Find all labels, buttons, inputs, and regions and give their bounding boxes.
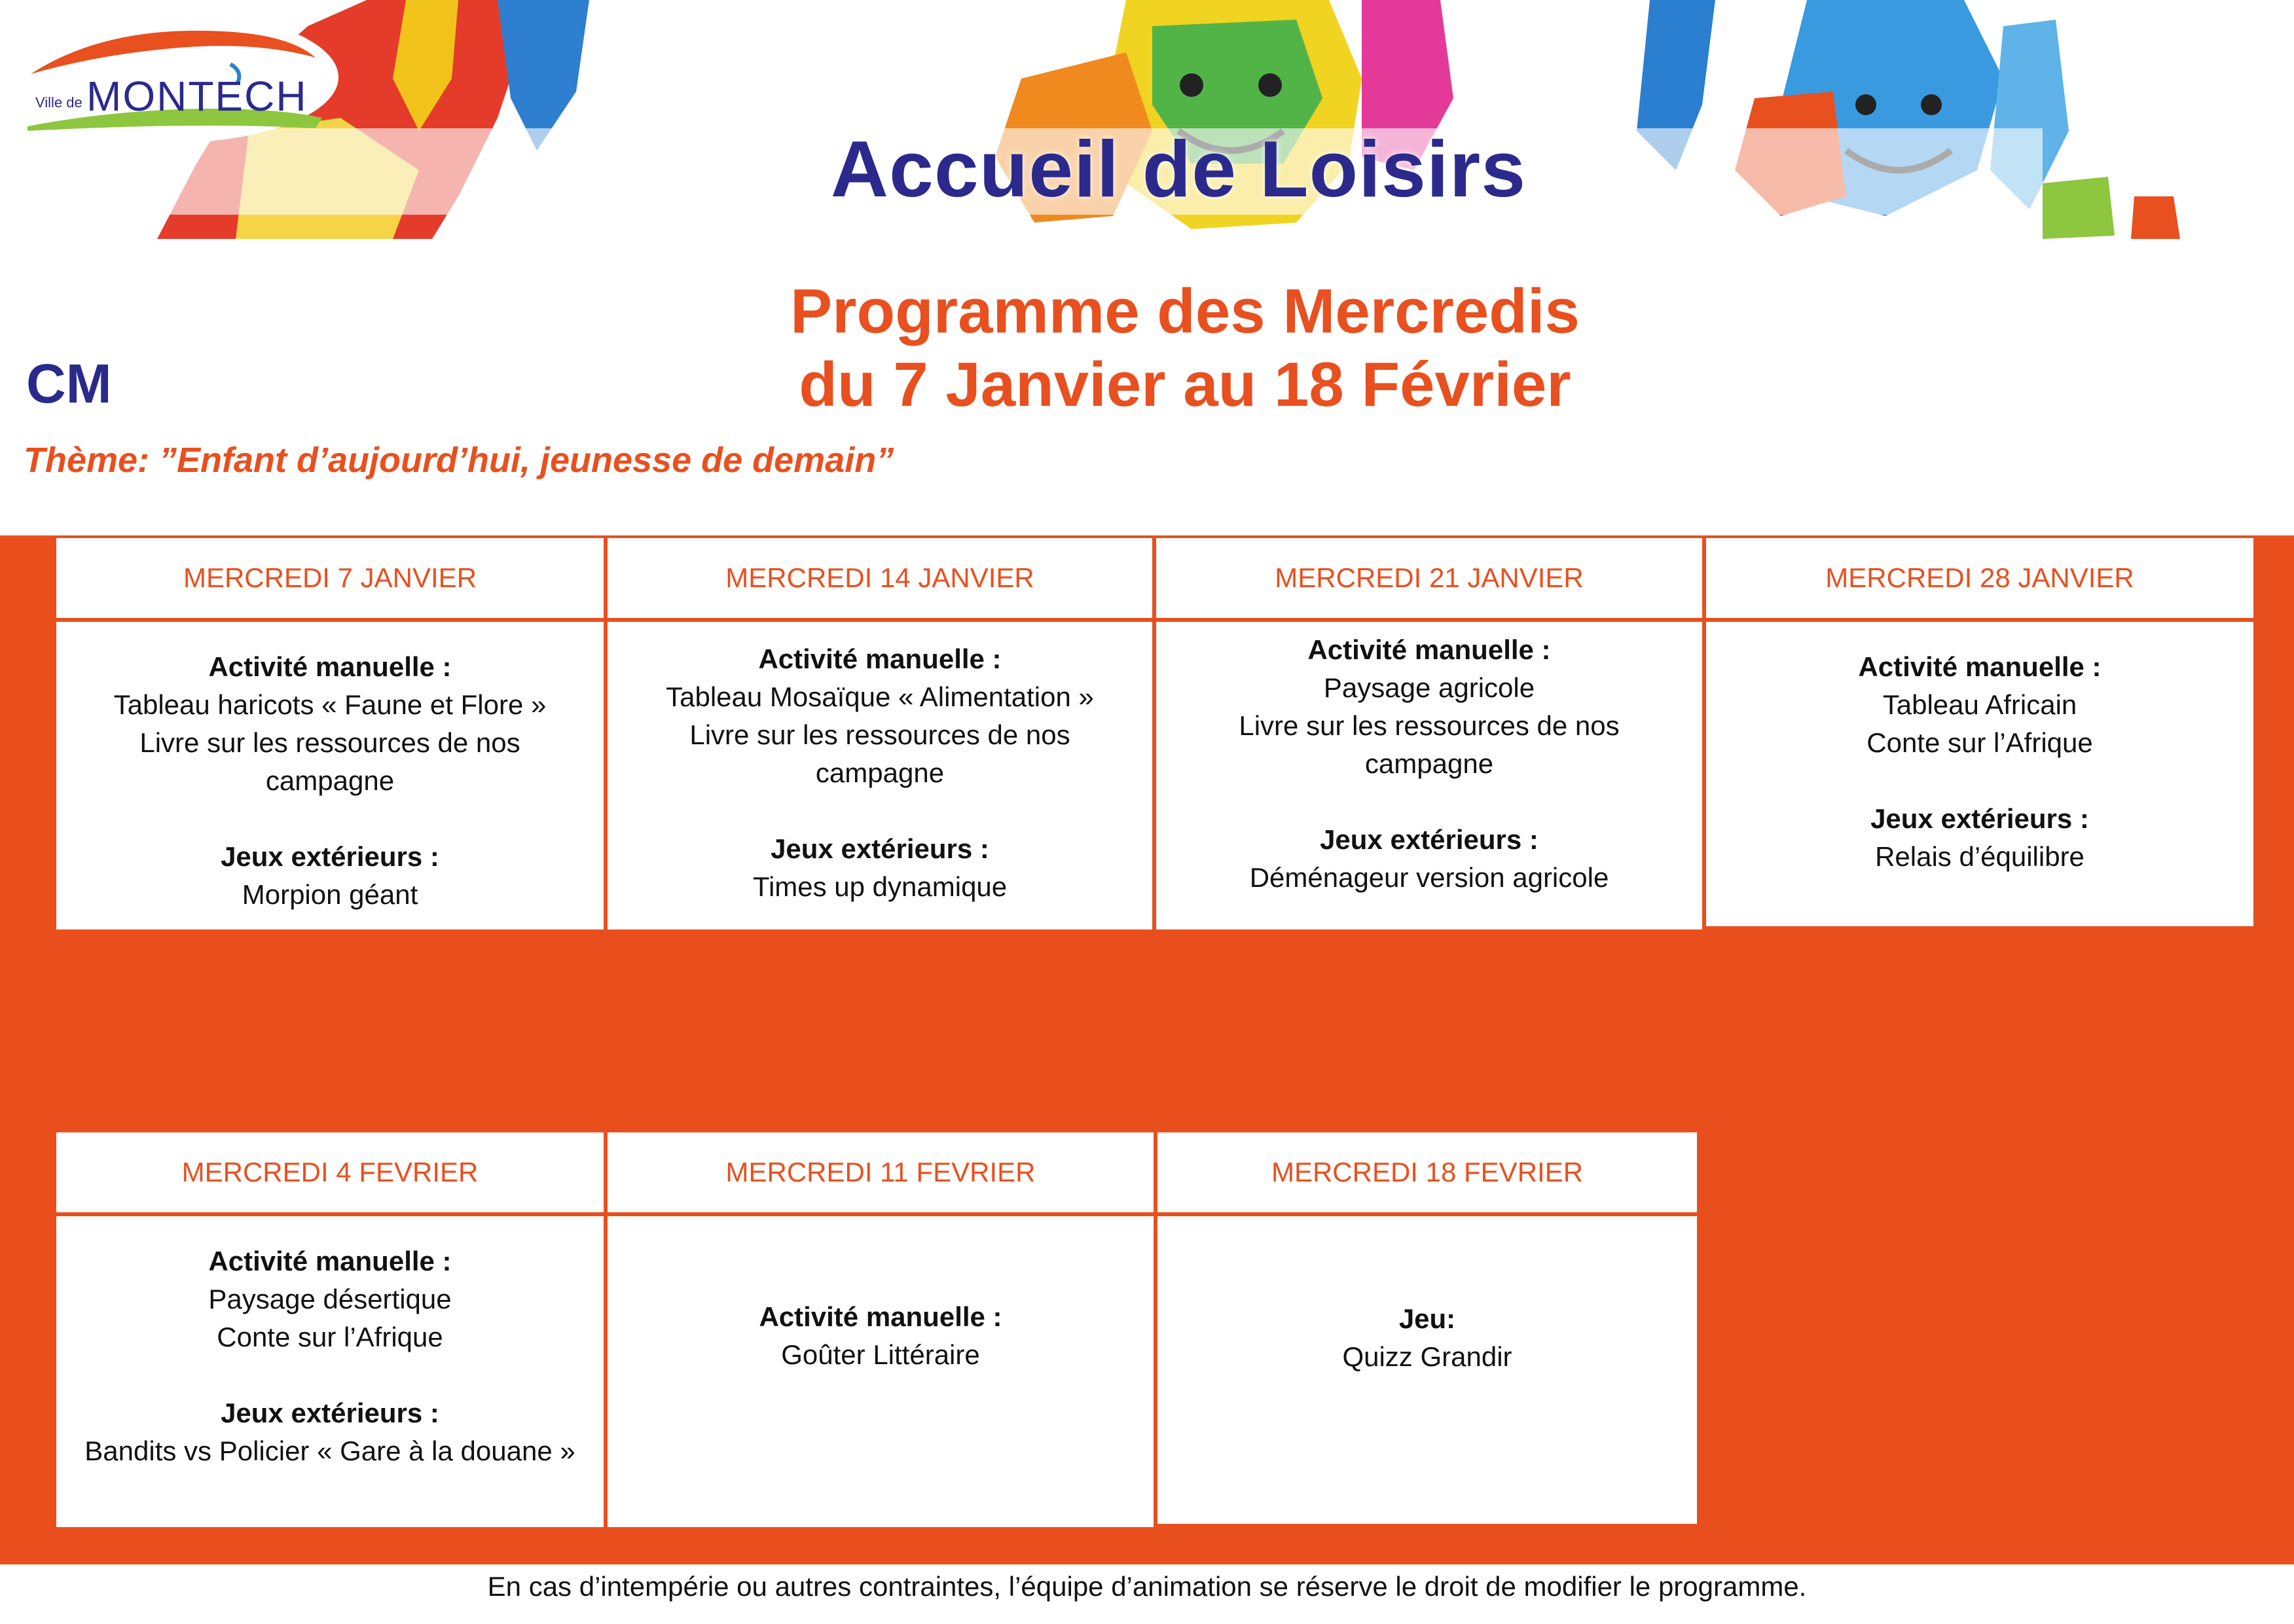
games-line: Déménageur version agricole (1249, 862, 1609, 893)
games-label: Jeux extérieurs : (221, 1398, 439, 1428)
activity-line: Paysage agricole (1323, 672, 1535, 703)
games-line: Relais d’équilibre (1875, 841, 2085, 872)
day-content (608, 622, 1152, 929)
header-banner (0, 0, 2294, 239)
activity-label: Activité manuelle : (758, 643, 1002, 674)
day-content (1706, 622, 2253, 926)
games-line: Times up dynamique (752, 871, 1008, 902)
activity-line: Tableau Mosaïque « Alimentation » (666, 681, 1094, 712)
activity-label: Activité manuelle : (1307, 634, 1551, 665)
day-date: MERCREDI 18 FEVRIER (1157, 1132, 1697, 1212)
activity-line: Tableau haricots « Faune et Flore » (113, 689, 547, 720)
games-label: Jeux extérieurs : (1320, 824, 1538, 855)
montech-logo (8, 12, 338, 143)
activity-line: Conte sur l’Afrique (217, 1322, 443, 1352)
day-date: MERCREDI 7 JANVIER (56, 538, 604, 618)
activity-label: Activité manuelle : (208, 651, 452, 682)
day-date: MERCREDI 4 FEVRIER (56, 1132, 604, 1212)
activity-line: Livre sur les ressources de nos (139, 727, 520, 758)
activity-label: Activité manuelle : (1858, 651, 2102, 682)
activity-line: Livre sur les ressources de nos (689, 719, 1070, 750)
program-title (655, 275, 1715, 422)
page-title: Accueil de Loisirs (830, 124, 1527, 213)
theme-label: Thème: ”Enfant d’aujourd’hui, jeunesse de demain” (24, 441, 894, 480)
activity-line: Goûter Littéraire (781, 1339, 980, 1370)
activity-line: campagne (815, 757, 945, 788)
footer-note: En cas d’intempérie ou autres contraintes, l’équipe d’animation se réserve le droit de modifier le programme. (487, 1571, 1807, 1602)
day-content (608, 1216, 1154, 1527)
games-label: Jeux extérieurs : (771, 833, 989, 864)
activity-line: Quizz Grandir (1342, 1341, 1512, 1372)
games-line: Bandits vs Policier « Gare à la douane » (84, 1435, 575, 1466)
program-title-line1: Programme des Mercredis (790, 276, 1580, 346)
games-label: Jeux extérieurs : (221, 841, 439, 872)
logo-name: MONTECH (86, 73, 308, 120)
day-date: MERCREDI 28 JANVIER (1706, 538, 2253, 618)
day-content (56, 622, 604, 929)
activity-label: Activité manuelle : (208, 1246, 452, 1276)
day-date: MERCREDI 11 FEVRIER (608, 1132, 1154, 1212)
activity-line: Paysage désertique (208, 1284, 452, 1314)
activity-line: campagne (265, 765, 395, 796)
logo-prefix: Ville de (35, 94, 82, 111)
day-content (1157, 1216, 1697, 1524)
day-date: MERCREDI 14 JANVIER (608, 538, 1152, 618)
activity-line: Livre sur les ressources de nos (1239, 710, 1620, 741)
day-date: MERCREDI 21 JANVIER (1156, 538, 1702, 618)
activity-line: Conte sur l’Afrique (1866, 727, 2093, 758)
day-content (1156, 622, 1702, 929)
age-group-label: CM (26, 353, 112, 414)
day-content (56, 1216, 604, 1527)
games-label: Jeux extérieurs : (1870, 803, 2089, 834)
activity-line: Tableau Africain (1882, 689, 2077, 720)
program-title-line2: du 7 Janvier au 18 Février (799, 350, 1571, 420)
activity-line: campagne (1364, 748, 1494, 779)
activity-label: Activité manuelle : (759, 1301, 1002, 1332)
games-line: Morpion géant (242, 879, 418, 910)
activity-label: Jeu: (1398, 1303, 1456, 1334)
